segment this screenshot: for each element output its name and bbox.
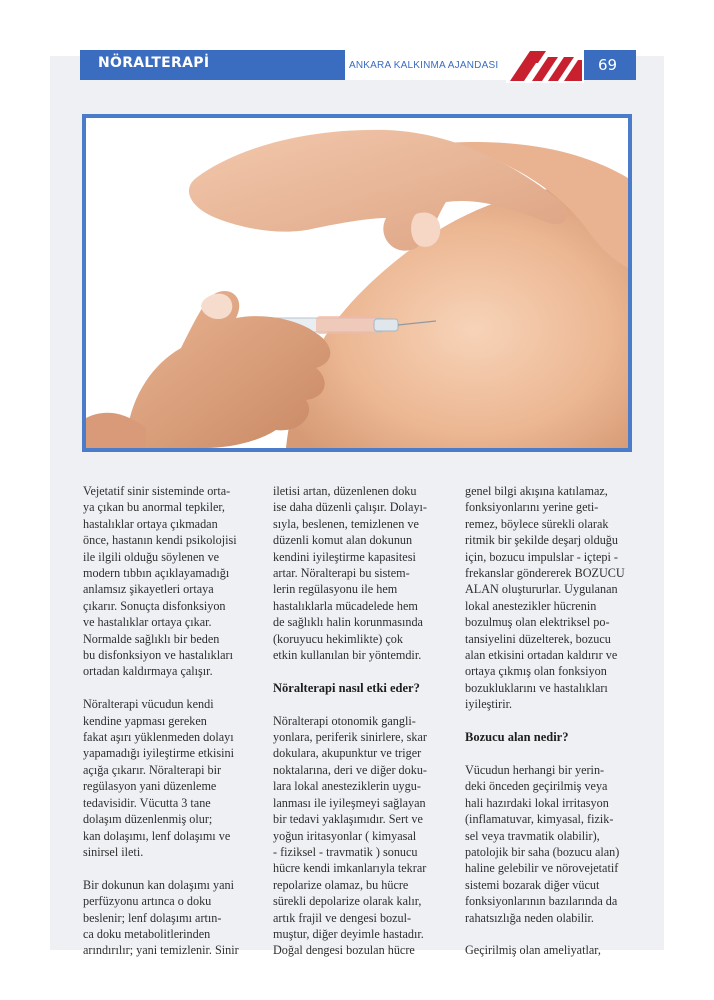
text-column-2 [273,483,451,975]
paragraph: Nöralterapi vücudun kendi kendine yapması gereken fakat aşırı yüklenmeden dolayı yapamadığı iyileştirme etkisini açığa çıkarır. Nöralterapi bir regülasyon yani düzenleme tedavisidir. Vücutta 3 tane dolaşım düzenlenmiş olur; kan dolaşımı, lenf dolaşımı ve sinirsel ileti. [83,697,234,859]
page-number: 69 [598,56,618,74]
subheading: Nöralterapi nasıl etki eder? [273,680,420,695]
paragraph: Nöralterapi otonomik gangli- yonlara, periferik sinirlere, skar dokulara, akupunktur ve triger noktalarına, deri ve diğer doku- lara lokal anesteziklerin uygu- lanması ile iyileşmeyi sağlayan bir tedavi yaklaşımıdır. Sert ve yoğun iritasyonlar ( kimyasal - fiziksel - travmatik ) sonucu hücre kendi imkanlarıyla tekrar repolarize olamaz, bu hücre sürekli depolarize olarak kalır, artık frajil ve dengesi bozul- muştur, diğer deyimle hastadır. Doğal dengesi bozulan hücre [273,713,427,958]
paragraph: Vejetatif sinir sisteminde orta- ya çıkan bu anormal tepkiler, hastalıklar ortaya çıkmadan önce, hastanın kendi psikolojisi ile ilgili olduğu söylenen ve modern tıbbın açıklayamadığı anlamsız şikayetleri ortaya çıkarır. Sonuçta disfonksiyon ve hastalıklar ortaya çıkar. Normalde sağlıklı bir beden bu disfonksiyon ve hastalıkları ortadan kaldırmaya çalışır. [83,484,237,679]
section-title: NÖRALTERAPİ [98,55,210,71]
paragraph: genel bilgi akışına katılamaz, fonksiyonlarını yerine geti- remez, böylece sürekli olarak ritmik bir şekilde deşarj olduğu için, bozucu impulslar - içtepi - frekanslar göndererek BOZUCU ALAN oluştururlar. Uygulanan lokal anestezikler hücrenin bozulmuş olan elektriksel po- tansiyelini düzelterek, bozucu alan etkisini ortadan kaldırır ve ortaya çıkmış olan fonksiyon bozukluklarını ve hastalıkları iyileştirir. [465,484,625,712]
subheading: Bozucu alan nedir? [465,730,569,745]
paragraph: iletisi artan, düzenlenen doku ise daha düzenli çalışır. Dolayı- sıyla, beslenen, temizlenen ve düzenli komut alan dokunun kendini iyileştirme kapasitesi artar. Nöralterapi bu sistem- lerin regülasyonu ile hem hastalıklarla mücadelede hem de sağlıklı halin korunmasında (koruyucu hekimlikte) çok etkin kullanılan bir yöntemdir. [273,484,427,663]
agency-logo-icon [506,48,584,83]
text-column-3 [465,483,643,975]
paragraph: Geçirilmiş olan ameliyatlar, [465,943,601,958]
paragraph: Vücudun herhangi bir yerin- deki önceden geçirilmiş veya hali hazırdaki lokal irritasyon (inflamatuvar, kimyasal, fizik- sel veya travmatik olabilir), patolojik bir saha (bozucu alan) haline gelebilir ve nörovejetatif sistemi bozarak diğer vücut fonksiyonlarının bazılarında da rahatsızlığa neden olabilir. [465,762,620,925]
injection-photo-icon [86,118,628,448]
text-column-1 [83,483,261,975]
paragraph: Bir dokunun kan dolaşımı yani perfüzyonu artınca o doku beslenir; lenf dolaşımı artın- ca doku metabolitlerinden arındırılır; yani temizlenir. Sinir [83,877,239,958]
agency-name: ANKARA KALKINMA AJANDASI [349,60,499,71]
